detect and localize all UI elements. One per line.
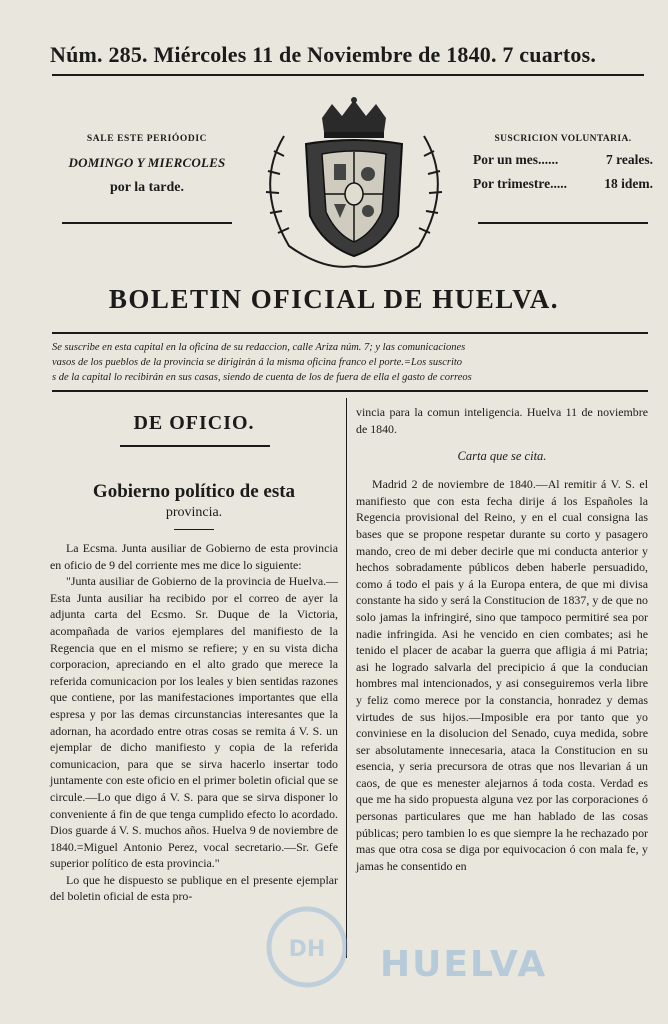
letter-caption: Carta que se cita. — [457, 449, 547, 464]
paragraph: Madrid 2 de noviembre de 1840.—Al remitir á V. S. el manifiesto que con esta fecha dirije á los Españoles la Regencia provisional del Reino, y en el cual consigna las bases que se propone respetar durante su corto y pasagero mando, creo de mi deber decirle que mi conducta anterior y hechos sobradamente públicos deben haberle persuadido, como á todo el pais y á la Europa entera, de que mi divisa constante ha sido y será la Constitucion de 1837, y de que no solo jamas la infringiré, sino que tampoco permitiré sea por nadie infringida. Asi he vencido en cien combates; asi he tenido el placer de acabar la guerra que afligia á mi Patria; asi he logrado salvarla del precipicio á que la conducian hombres mal intencionados, y asi conseguiremos verla libre y feliz como merece por la constancia, honradez y demas virtudes de sus hijos.—Imposible era por tanto que yo conviniese en la disolucion del Senado, cuya medida, sobre ser absolutamente innecesaria, ataca la Constitucion en su esencia, y seria precursora de otras que nos llevarian á un caos, de que es menester alejarnos á toda costa. Verdad es que me ha sido propuesta alguna vez por las corporaciones ó personas particulares que me han hablado de las cosas públicas; pero tambien lo es que siempre la he rechazado por mas que otra cosa se diga por equivocacion ó con mala fe, y jamas he consentido en — [356, 477, 648, 873]
article-rule — [174, 529, 214, 531]
price-value: 18 idem. — [604, 176, 653, 191]
subscription-heading: SUSCRICION VOLUNTARIA. — [494, 134, 632, 144]
letter-body — [356, 476, 648, 874]
schedule-days: DOMINGO Y MIERCOLES — [68, 155, 226, 170]
section-heading: DE OFICIO. — [133, 412, 255, 434]
watermark-text: HUELVA — [380, 944, 548, 985]
price-value: 7 reales. — [606, 152, 653, 167]
publication-schedule — [52, 134, 242, 196]
notice-rule-bottom — [52, 390, 648, 392]
price-row — [473, 176, 653, 192]
right-info-rule — [478, 222, 648, 224]
schedule-time: por la tarde. — [109, 180, 184, 195]
paragraph: vincia para la comun inteligencia. Huelva 11 de noviembre de 1840. — [356, 405, 648, 436]
newspaper-title: BOLETIN OFICIAL DE HUELVA. — [108, 284, 560, 314]
price-label: Por un mes...... — [473, 152, 559, 167]
subscription-notice — [52, 340, 652, 385]
issue-line: Núm. 285. Miércoles 11 de Noviembre de 1840. 7 cuartos. — [50, 42, 597, 67]
article-heading: Gobierno político de esta — [92, 480, 296, 502]
continuation-text — [356, 404, 648, 437]
notice-line: vasos de los pueblos de la provincia se dirigirán á la misma oficina franco el porte.=Los suscrito — [52, 357, 463, 368]
section-rule — [120, 445, 270, 447]
schedule-line-1: SALE ESTE PERIÓODIC — [86, 134, 208, 144]
notice-line: Se suscribe en esta capital en la oficina de su redaccion, calle Ariza núm. 7; y las comunicaciones — [52, 342, 466, 353]
price-label: Por trimestre..... — [473, 176, 567, 191]
paragraph: "Junta ausiliar de Gobierno de la provincia de Huelva.—Esta Junta ausiliar ha recibido por el correo de ayer la adjunta carta del Ecsmo. Sr. Duque de la Victoria, acompañada de varios ejemplares del manifiesto de la Regencia que en el mismo se refiere; y en su vista dicha corporacion, apreciando en el alto grado que merece la referida comunicacion por los leales y bien sentidas razones que contiene, por las manifestaciones importantes que ella espresa y por las demas circunstancias interesantes que la adornan, ha acordado entre otras cosas se remita á V. S. un ejemplar de dicho manifiesto y copia de la referida comunicacion, para que se sirva hacerlo insertar todo juntamente con este oficio en el primer boletin oficial que se circule.—Lo que digo á V. S. para que se sirva disponer lo conveniente á fin de que tenga cumplido efecto lo acordado. Dios guarde á V. S. muchos años. Huelva 9 de noviembre de 1840.=Miguel Antonio Perez, vocal secretario.—Sr. Gefe superior político de esta provincia." — [50, 574, 338, 871]
paragraph: Lo que he dispuesto se publique en el presente ejemplar del boletin oficial de esta pro- — [50, 872, 338, 904]
left-info-rule — [62, 222, 232, 224]
header-rule — [52, 74, 644, 76]
price-row — [473, 152, 653, 168]
royal-coat-of-arms-icon — [244, 96, 464, 276]
svg-text:DH: DH — [288, 937, 326, 962]
subscription-prices — [473, 134, 653, 192]
notice-line: s de la capital lo recibirán en sus casas, siendo de cuenta de los de fuera de ella el gasto de correos — [52, 372, 472, 383]
column-separator — [346, 398, 347, 958]
paragraph: La Ecsma. Junta ausiliar de Gobierno de esta provincia en oficio de 9 del corriente mes me dice lo siguiente: — [50, 541, 338, 572]
article-body — [50, 540, 338, 905]
article-subheading: provincia. — [165, 504, 223, 520]
right-column — [356, 404, 648, 874]
title-rule-top — [52, 332, 648, 334]
left-column — [50, 408, 338, 905]
